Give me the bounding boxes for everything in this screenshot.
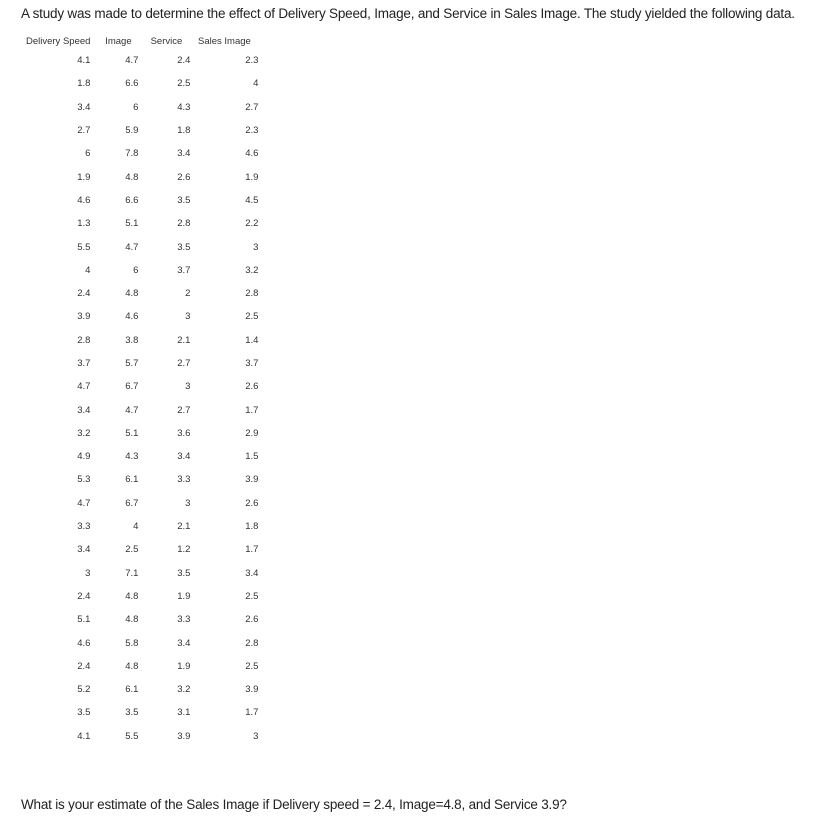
table-row xyxy=(22,492,258,515)
cell-delivery-speed: 3.5 xyxy=(77,707,91,719)
table-row xyxy=(22,701,258,724)
cell-service: 3 xyxy=(185,381,191,393)
cell-sales-image: 2.5 xyxy=(245,311,259,323)
table-row xyxy=(22,631,258,654)
cell-sales-image: 3.2 xyxy=(245,264,259,276)
cell-delivery-speed: 3.2 xyxy=(77,427,91,439)
cell-image: 5.7 xyxy=(125,358,139,369)
table-row xyxy=(22,655,258,678)
cell-delivery-speed: 4.7 xyxy=(77,381,91,393)
table-row xyxy=(22,165,258,188)
cell-service: 2.6 xyxy=(177,171,191,183)
cell-delivery-speed: 3.4 xyxy=(77,544,91,556)
cell-service: 3.3 xyxy=(177,614,191,626)
cell-image: 6.1 xyxy=(125,474,139,486)
cell-delivery-speed: 3 xyxy=(85,567,91,579)
cell-service: 2.4 xyxy=(177,55,191,67)
table-row xyxy=(22,49,258,72)
table-row xyxy=(22,212,258,235)
cell-service: 2.1 xyxy=(177,521,191,533)
cell-sales-image: 2.6 xyxy=(245,497,259,509)
cell-sales-image: 3.4 xyxy=(245,567,259,579)
cell-image: 7.8 xyxy=(125,148,139,160)
cell-service: 3.3 xyxy=(177,474,191,486)
cell-image: 7.1 xyxy=(125,567,139,579)
table-row xyxy=(22,96,258,119)
table-row xyxy=(22,352,258,375)
table-row xyxy=(22,608,258,631)
cell-service: 3 xyxy=(185,311,191,323)
cell-image: 5.5 xyxy=(125,730,139,742)
table-row xyxy=(22,189,258,212)
cell-sales-image: 3 xyxy=(253,241,259,253)
cell-delivery-speed: 2.4 xyxy=(77,590,91,602)
cell-delivery-speed: 4.6 xyxy=(77,637,91,649)
cell-sales-image: 2.9 xyxy=(245,427,259,439)
cell-image: 4.3 xyxy=(125,451,139,463)
cell-service: 3.5 xyxy=(177,241,191,253)
cell-image: 3.8 xyxy=(125,334,139,346)
cell-sales-image: 3 xyxy=(253,730,259,742)
cell-image: 2.5 xyxy=(125,544,139,556)
cell-delivery-speed: 5.3 xyxy=(77,474,91,486)
cell-service: 2.5 xyxy=(177,78,191,90)
cell-sales-image: 2.2 xyxy=(245,218,259,230)
cell-service: 2.7 xyxy=(177,358,191,369)
table-body xyxy=(22,49,258,748)
table-row xyxy=(22,398,258,421)
cell-sales-image: 2.5 xyxy=(245,660,259,672)
cell-sales-image: 2.3 xyxy=(245,55,259,67)
table-row xyxy=(22,235,258,258)
cell-image: 4.8 xyxy=(125,171,139,183)
table-row xyxy=(22,375,258,398)
cell-image: 6.6 xyxy=(125,78,139,90)
cell-delivery-speed: 2.4 xyxy=(77,660,91,672)
cell-sales-image: 1.8 xyxy=(245,521,259,533)
cell-sales-image: 4.5 xyxy=(245,194,259,206)
header-service: Service xyxy=(150,35,183,47)
cell-sales-image: 3.9 xyxy=(245,474,259,486)
cell-image: 6.1 xyxy=(125,684,139,696)
table-row xyxy=(22,142,258,165)
cell-delivery-speed: 1.9 xyxy=(77,171,91,183)
cell-image: 4.7 xyxy=(125,55,139,67)
cell-service: 2 xyxy=(185,288,191,300)
cell-image: 6 xyxy=(133,101,139,113)
table-row xyxy=(22,305,258,328)
cell-service: 1.9 xyxy=(177,590,191,602)
table-row xyxy=(22,562,258,585)
header-delivery-speed: Delivery Speed xyxy=(26,35,91,47)
table-header-row xyxy=(22,33,258,49)
cell-delivery-speed: 2.7 xyxy=(77,125,91,137)
cell-sales-image: 4 xyxy=(253,78,259,90)
cell-service: 3.7 xyxy=(177,264,191,276)
header-sales-image: Sales Image xyxy=(198,35,251,47)
cell-image: 4.7 xyxy=(125,404,139,416)
cell-delivery-speed: 1.8 xyxy=(77,78,91,90)
cell-service: 4.3 xyxy=(177,101,191,113)
cell-service: 3.6 xyxy=(177,427,191,439)
cell-delivery-speed: 3.3 xyxy=(77,521,91,533)
cell-image: 4.8 xyxy=(125,288,139,300)
cell-sales-image: 3.9 xyxy=(245,684,259,696)
cell-delivery-speed: 5.2 xyxy=(77,684,91,696)
table-row xyxy=(22,282,258,305)
cell-delivery-speed: 2.4 xyxy=(77,288,91,300)
cell-delivery-speed: 5.5 xyxy=(77,241,91,253)
cell-sales-image: 2.5 xyxy=(245,590,259,602)
cell-service: 1.8 xyxy=(177,125,191,137)
cell-delivery-speed: 4.7 xyxy=(77,497,91,509)
cell-sales-image: 1.7 xyxy=(245,544,259,556)
cell-service: 3.4 xyxy=(177,148,191,160)
cell-sales-image: 2.6 xyxy=(245,614,259,626)
cell-delivery-speed: 1.3 xyxy=(77,218,91,230)
intro-text: A study was made to determine the effect of Delivery Speed, Image, and Service in Sales Image. The study yielded the following data. xyxy=(21,6,795,21)
cell-service: 1.9 xyxy=(177,660,191,672)
cell-delivery-speed: 3.9 xyxy=(77,311,91,323)
cell-sales-image: 2.6 xyxy=(245,381,259,393)
cell-sales-image: 3.7 xyxy=(245,358,259,369)
cell-delivery-speed: 3.4 xyxy=(77,404,91,416)
cell-service: 2.1 xyxy=(177,334,191,346)
table-row xyxy=(22,329,258,352)
cell-sales-image: 2.3 xyxy=(245,125,259,137)
table-row xyxy=(22,259,258,282)
question-text: What is your estimate of the Sales Image if Delivery speed = 2.4, Image=4.8, and Service 3.9? xyxy=(21,797,567,812)
cell-image: 3.5 xyxy=(125,707,139,719)
table-row xyxy=(22,678,258,701)
cell-service: 3.4 xyxy=(177,451,191,463)
cell-image: 5.8 xyxy=(125,637,139,649)
table-row xyxy=(22,515,258,538)
cell-sales-image: 2.8 xyxy=(245,288,259,300)
cell-service: 3.4 xyxy=(177,637,191,649)
table-row xyxy=(22,538,258,561)
table-row xyxy=(22,422,258,445)
cell-sales-image: 1.7 xyxy=(245,404,259,416)
cell-sales-image: 1.5 xyxy=(245,451,259,463)
cell-image: 4.8 xyxy=(125,614,139,626)
cell-service: 2.7 xyxy=(177,404,191,416)
cell-service: 3.9 xyxy=(177,730,191,742)
table-row xyxy=(22,119,258,142)
cell-image: 6.6 xyxy=(125,194,139,206)
cell-delivery-speed: 5.1 xyxy=(77,614,91,626)
cell-sales-image: 2.8 xyxy=(245,637,259,649)
cell-image: 6.7 xyxy=(125,381,139,393)
cell-service: 3 xyxy=(185,497,191,509)
cell-image: 6.7 xyxy=(125,497,139,509)
cell-image: 5.1 xyxy=(125,218,139,230)
cell-image: 6 xyxy=(133,264,139,276)
cell-sales-image: 2.7 xyxy=(245,101,259,113)
cell-delivery-speed: 4.9 xyxy=(77,451,91,463)
cell-service: 1.2 xyxy=(177,544,191,556)
cell-sales-image: 1.7 xyxy=(245,707,259,719)
cell-service: 3.1 xyxy=(177,707,191,719)
cell-image: 5.1 xyxy=(125,427,139,439)
cell-image: 4.6 xyxy=(125,311,139,323)
cell-delivery-speed: 6 xyxy=(85,148,91,160)
table-row xyxy=(22,445,258,468)
cell-service: 3.5 xyxy=(177,194,191,206)
cell-sales-image: 4.6 xyxy=(245,148,259,160)
cell-delivery-speed: 4.6 xyxy=(77,194,91,206)
cell-image: 4 xyxy=(133,521,139,533)
cell-image: 4.8 xyxy=(125,590,139,602)
table-row xyxy=(22,725,258,748)
cell-service: 3.5 xyxy=(177,567,191,579)
cell-delivery-speed: 4.1 xyxy=(77,55,91,67)
cell-image: 4.8 xyxy=(125,660,139,672)
cell-delivery-speed: 3.4 xyxy=(77,101,91,113)
header-image: Image xyxy=(105,35,132,47)
table-row xyxy=(22,72,258,95)
cell-service: 3.2 xyxy=(177,684,191,696)
table-row xyxy=(22,585,258,608)
data-table xyxy=(22,33,258,748)
table-row xyxy=(22,468,258,491)
cell-sales-image: 1.9 xyxy=(245,171,259,183)
cell-delivery-speed: 3.7 xyxy=(77,358,91,369)
cell-delivery-speed: 4.1 xyxy=(77,730,91,742)
cell-service: 2.8 xyxy=(177,218,191,230)
cell-image: 4.7 xyxy=(125,241,139,253)
cell-delivery-speed: 2.8 xyxy=(77,334,91,346)
cell-sales-image: 1.4 xyxy=(245,334,259,346)
cell-image: 5.9 xyxy=(125,125,139,137)
cell-delivery-speed: 4 xyxy=(85,264,91,276)
